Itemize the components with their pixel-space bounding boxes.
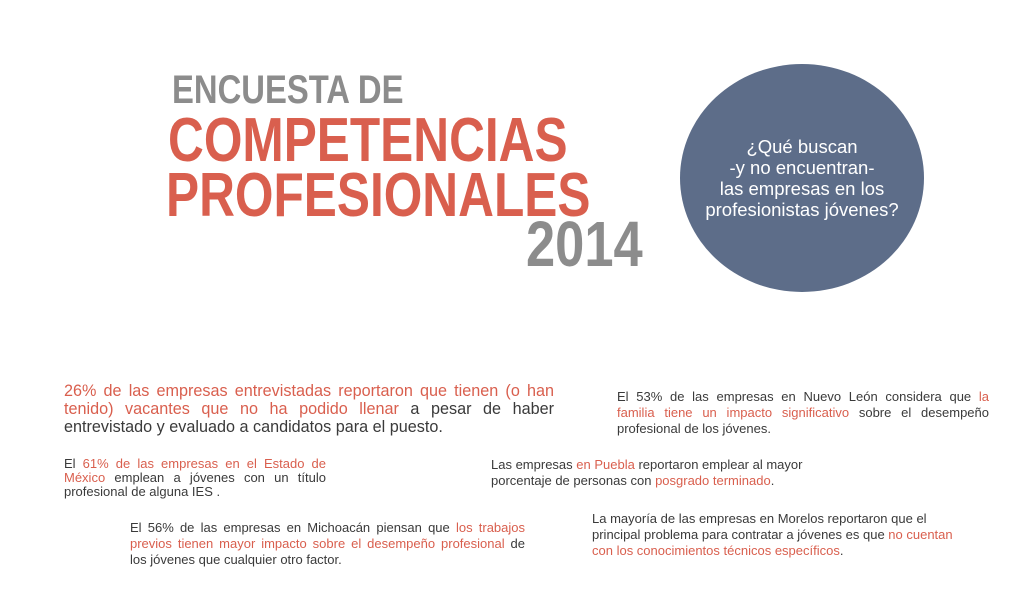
question-line: ¿Qué buscan xyxy=(746,136,858,157)
fact-text: El xyxy=(64,456,83,471)
fact-michoacan xyxy=(130,520,525,568)
title-line-competencias: COMPETENCIAS xyxy=(168,106,568,175)
title-line-profesionales: PROFESIONALES xyxy=(166,161,591,230)
question-line: -y no encuentran- xyxy=(729,157,875,178)
fact-text: . xyxy=(839,543,844,558)
fact-text: Las empresas xyxy=(491,457,577,472)
fact-text: . xyxy=(770,473,775,488)
title-line-encuesta: ENCUESTA DE xyxy=(172,68,404,112)
fact-text: a pesar de haber entrevistado y evaluado a candidatos para el puesto. xyxy=(64,400,554,436)
fact-highlight: en Puebla xyxy=(576,457,635,472)
fact-text: El 53% de las empresas en Nuevo León considera que xyxy=(617,389,979,404)
fact-highlight: 61% de las empresas en el Estado de México xyxy=(64,456,327,485)
fact-nuevo-leon xyxy=(617,389,989,437)
question-line: las empresas en los xyxy=(719,178,885,199)
fact-text: sobre el desempeño profesional de los jóvenes. xyxy=(617,405,989,436)
fact-puebla xyxy=(491,457,851,489)
fact-highlight: la familia tiene un impacto significativo xyxy=(617,389,989,420)
fact-highlight: posgrado terminado xyxy=(655,473,771,488)
fact-text: emplean a jóvenes con un título profesional de alguna IES . xyxy=(64,470,326,499)
question-circle xyxy=(680,64,924,292)
fact-estado-de-mexico xyxy=(64,457,326,499)
question-line: profesionistas jóvenes? xyxy=(705,199,899,220)
fact-morelos xyxy=(592,511,970,559)
fact-text: La mayoría de las empresas en Morelos reportaron que el principal problema para contratar a jóvenes es que xyxy=(592,511,927,542)
fact-vacantes xyxy=(64,382,554,436)
fact-text: El 56% de las empresas en Michoacán piensan que xyxy=(130,520,456,535)
title-year: 2014 xyxy=(526,208,643,280)
question-text xyxy=(687,136,917,220)
fact-text: reportaron emplear al mayor porcentaje de personas con xyxy=(491,457,803,488)
fact-text: de los jóvenes que cualquier otro factor. xyxy=(130,536,525,567)
fact-highlight: 26% de las empresas entrevistadas reportaron que tienen (o han tenido) vacantes que no ha podido llenar xyxy=(64,382,554,418)
fact-highlight: los trabajos previos tienen mayor impacto sobre el desempeño profesional xyxy=(130,520,526,551)
fact-highlight: no cuentan con los conocimientos técnicos específicos xyxy=(592,527,953,558)
